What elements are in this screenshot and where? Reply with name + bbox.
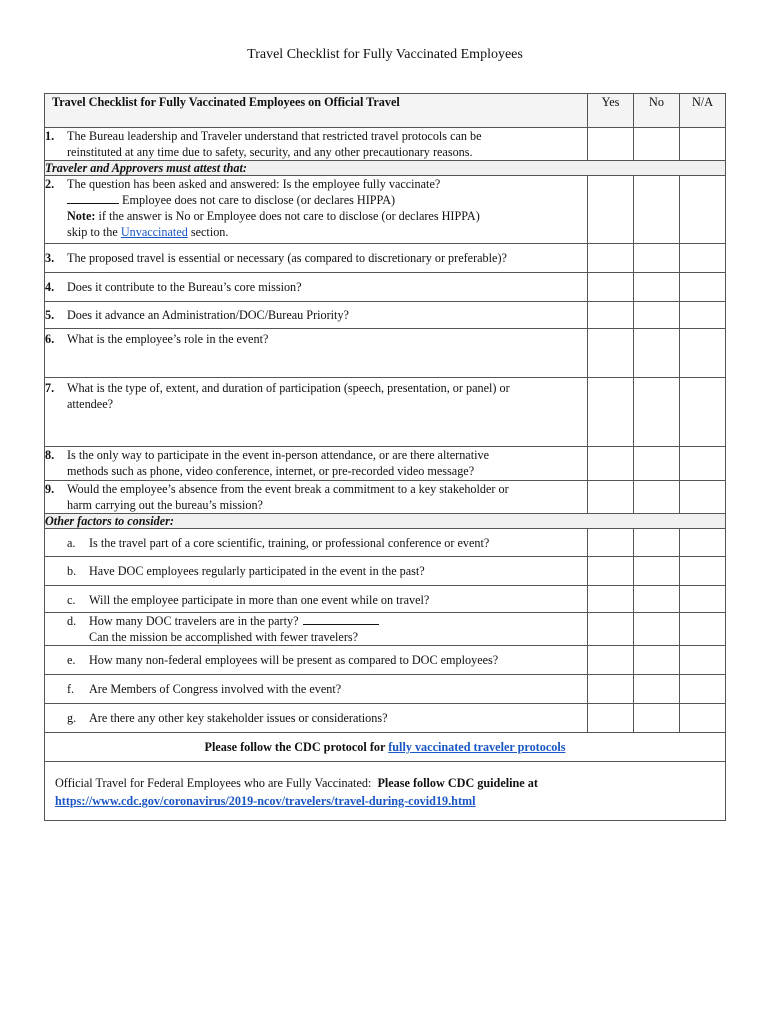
checklist-table (44, 93, 726, 821)
yes-box[interactable] (588, 447, 634, 481)
no-box[interactable] (634, 675, 680, 704)
section-row (45, 514, 726, 529)
table-row (45, 273, 726, 302)
question-text: Can the mission be accomplished with fewer travelers? (89, 630, 359, 644)
na-box[interactable] (680, 675, 726, 704)
na-box[interactable] (680, 302, 726, 329)
question-text: How many non-federal employees will be present as compared to DOC employees? (89, 653, 499, 667)
yes-box[interactable] (588, 481, 634, 514)
question-number: 8. (45, 448, 55, 462)
yes-box[interactable] (588, 675, 634, 704)
cdc-protocol-link[interactable]: fully vaccinated traveler protocols (388, 740, 566, 754)
table-row (45, 447, 726, 481)
table-row (45, 128, 726, 161)
no-box[interactable] (634, 273, 680, 302)
table-row (45, 329, 726, 378)
table-row (45, 302, 726, 329)
table-header-row (45, 94, 726, 128)
no-box[interactable] (634, 176, 680, 244)
table-row (45, 244, 726, 273)
question-number: 5. (45, 308, 55, 322)
note-label: Note: (67, 209, 96, 223)
footer-text: Official Travel for Federal Employees who are Fully Vaccinated: (55, 776, 372, 790)
question-text: Have DOC employees regularly participated in the event in the past? (89, 564, 425, 578)
question-text: Employee does not care to disclose (or declares HIPPA) (122, 193, 396, 207)
no-box[interactable] (634, 302, 680, 329)
question-text: Will the employee participate in more than one event while on travel? (89, 593, 430, 607)
no-box[interactable] (634, 704, 680, 733)
na-box[interactable] (680, 481, 726, 514)
table-row (45, 176, 726, 244)
no-box[interactable] (634, 481, 680, 514)
na-box[interactable] (680, 646, 726, 675)
na-box[interactable] (680, 613, 726, 646)
na-box[interactable] (680, 329, 726, 378)
table-row (45, 378, 726, 447)
table-row (45, 675, 726, 704)
question-number: 1. (45, 129, 55, 143)
yes-box[interactable] (588, 128, 634, 161)
na-box[interactable] (680, 586, 726, 613)
item-letter: b. (67, 564, 77, 578)
question-text: section. (190, 225, 229, 239)
question-text: Is the travel part of a core scientific, training, or professional conference or event? (89, 536, 490, 550)
cdc-protocol-row (45, 733, 726, 762)
question-text: harm carrying out the bureau’s mission? (67, 498, 263, 512)
item-letter: d. (67, 614, 77, 628)
table-row (45, 481, 726, 514)
question-text: The question has been asked and answered: Is the employee fully vaccinate? (67, 177, 441, 191)
na-box[interactable] (680, 244, 726, 273)
question-text: How many DOC travelers are in the party? (89, 614, 299, 628)
footer-bold-text: Please follow CDC guideline at (377, 776, 538, 790)
section-row (45, 161, 726, 176)
question-text: methods such as phone, video conference, internet, or pre-recorded video message? (67, 464, 475, 478)
no-box[interactable] (634, 244, 680, 273)
blank-line[interactable] (67, 193, 119, 204)
question-number: 9. (45, 482, 55, 496)
question-number: 3. (45, 251, 55, 265)
table-row (45, 704, 726, 733)
question-text: if the answer is No or Employee does not care to disclose (or declares HIPPA) (98, 209, 480, 223)
yes-box[interactable] (588, 273, 634, 302)
item-letter: f. (67, 682, 75, 696)
na-box[interactable] (680, 378, 726, 447)
na-box[interactable] (680, 128, 726, 161)
yes-box[interactable] (588, 646, 634, 675)
no-box[interactable] (634, 447, 680, 481)
question-text: skip to the (67, 225, 118, 239)
table-row (45, 557, 726, 586)
question-number: 6. (45, 332, 55, 346)
item-letter: c. (67, 593, 76, 607)
question-text: Does it advance an Administration/DOC/Bureau Priority? (67, 308, 349, 322)
question-text: Would the employee’s absence from the event break a commitment to a key stakeholder or (67, 482, 509, 496)
no-box[interactable] (634, 329, 680, 378)
question-text: What is the employee’s role in the event? (67, 332, 269, 346)
yes-box[interactable] (588, 586, 634, 613)
yes-box[interactable] (588, 529, 634, 557)
document-title: Travel Checklist for Fully Vaccinated Employees (247, 47, 523, 62)
header-no: No (634, 94, 680, 128)
unvaccinated-link[interactable]: Unvaccinated (120, 225, 188, 239)
item-letter: e. (67, 653, 76, 667)
yes-box[interactable] (588, 704, 634, 733)
yes-box[interactable] (588, 329, 634, 378)
table-row (45, 613, 726, 646)
na-box[interactable] (680, 273, 726, 302)
question-number: 2. (45, 177, 55, 191)
yes-box[interactable] (588, 378, 634, 447)
yes-box[interactable] (588, 244, 634, 273)
header-yes: Yes (588, 94, 634, 128)
question-text: attendee? (67, 397, 114, 411)
question-text: reinstituted at any time due to safety, security, and any other precautionary reasons. (67, 145, 473, 159)
na-box[interactable] (680, 447, 726, 481)
question-number: 7. (45, 381, 55, 395)
yes-box[interactable] (588, 613, 634, 646)
na-box[interactable] (680, 176, 726, 244)
na-box[interactable] (680, 704, 726, 733)
na-box[interactable] (680, 529, 726, 557)
table-row (45, 529, 726, 557)
yes-box[interactable] (588, 557, 634, 586)
yes-box[interactable] (588, 302, 634, 329)
no-box[interactable] (634, 586, 680, 613)
question-text: What is the type of, extent, and duration of participation (speech, presentation, or panel) or (67, 381, 510, 395)
question-text: Are there any other key stakeholder issues or considerations? (89, 711, 388, 725)
footer-row (45, 762, 726, 821)
cdc-guideline-link[interactable]: https://www.cdc.gov/coronavirus/2019-ncov/travelers/travel-during-covid19.html (55, 794, 476, 808)
question-number: 4. (45, 280, 55, 294)
no-box[interactable] (634, 378, 680, 447)
no-box[interactable] (634, 613, 680, 646)
table-row (45, 586, 726, 613)
header-question: Travel Checklist for Fully Vaccinated Employees on Official Travel (45, 94, 588, 128)
item-letter: a. (67, 536, 76, 550)
section-heading: Other factors to consider: (45, 514, 726, 529)
table-row (45, 646, 726, 675)
no-box[interactable] (634, 646, 680, 675)
question-text: Does it contribute to the Bureau’s core mission? (67, 280, 302, 294)
no-box[interactable] (634, 529, 680, 557)
question-text: Is the only way to participate in the event in-person attendance, or are there alternative (67, 448, 489, 462)
header-na: N/A (680, 94, 726, 128)
question-text: Are Members of Congress involved with the event? (89, 682, 342, 696)
yes-box[interactable] (588, 176, 634, 244)
question-text: The proposed travel is essential or necessary (as compared to discretionary or preferable)? (67, 251, 507, 265)
cdc-protocol-text: Please follow the CDC protocol for (204, 740, 386, 754)
no-box[interactable] (634, 557, 680, 586)
na-box[interactable] (680, 557, 726, 586)
question-text: The Bureau leadership and Traveler understand that restricted travel protocols can be (67, 129, 482, 143)
no-box[interactable] (634, 128, 680, 161)
section-heading: Traveler and Approvers must attest that: (45, 161, 726, 176)
blank-line[interactable] (303, 614, 379, 625)
item-letter: g. (67, 711, 77, 725)
